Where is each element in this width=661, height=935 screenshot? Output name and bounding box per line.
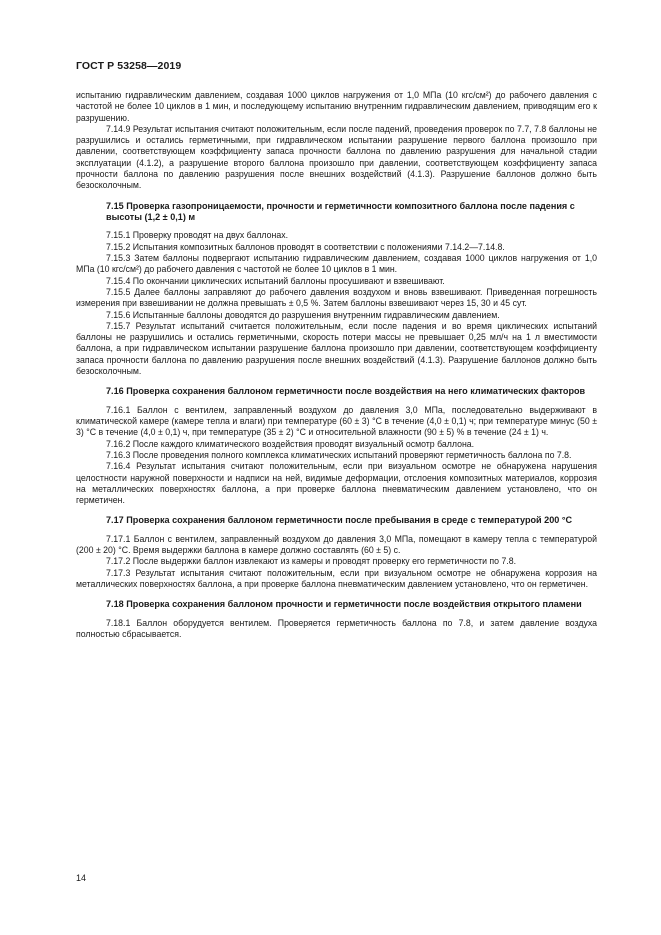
section-heading-7-17: 7.17 Проверка сохранения баллоном герметичности после пребывания в среде с температурой 200 °С xyxy=(106,515,573,526)
paragraph: 7.16.4 Результат испытания считают положительным, если при визуальном осмотре не обнаружена нарушения целостности наружной поверхности и надписи на ней, видимые деформации, отслоения композитных материалов, коррозия на металлических поверхностях баллона, а при проверке баллона пневматическим давлением установлено, что он герметичен. xyxy=(76,461,597,506)
page-number: 14 xyxy=(76,873,87,883)
paragraph: 7.15.3 Затем баллоны подвергают испытанию гидравлическим давлением, создавая 1000 циклов нагружения от 1,0 МПа (10 кгс/см²) до рабочего давления с частотой не более 10 циклов в 1 мин. xyxy=(76,253,597,275)
section-heading-7-15: 7.15 Проверка газопроницаемости, прочности и герметичности композитного баллона после падения с высоты (1,2 ± 0,1) м xyxy=(106,200,575,223)
document-body xyxy=(76,90,597,640)
paragraph: 7.17.2 После выдержки баллон извлекают из камеры и проводят проверку его герметичности по 7.8. xyxy=(106,556,517,567)
section-heading-7-18: 7.18 Проверка сохранения баллоном прочности и герметичности после воздействия открытого пламени xyxy=(106,599,582,610)
paragraph: 7.16.3 После проведения полного комплекса климатических испытаний проверяют герметичность баллона по 7.8. xyxy=(106,449,572,460)
paragraph: 7.16.1 Баллон с вентилем, заправленный воздухом до давления 3,0 МПа, последовательно выдерживают в климатической камере (камере тепла и влаги) при температуре (60 ± 3) °С в течение (4,0 ± 0,1) ч; при температуре минус (50 ± 3) °С в течение (4,0 ± 0,1) ч, при температуре (35 ± 2) °С и относительной влажности (90 ± 5) % в течение (24 ± 1) ч. xyxy=(76,404,597,438)
paragraph: 7.15.4 По окончании циклических испытаний баллоны просушивают и взвешивают. xyxy=(106,275,445,286)
paragraph: 7.16.2 После каждого климатического воздействия проводят визуальный осмотр баллона. xyxy=(106,438,475,449)
paragraph: 7.15.2 Испытания композитных баллонов проводят в соответствии с положениями 7.14.2—7.14.8. xyxy=(106,241,505,252)
paragraph: 7.15.6 Испытанные баллоны доводятся до разрушения внутренним гидравлическим давлением. xyxy=(106,309,500,320)
section-heading-7-16: 7.16 Проверка сохранения баллоном герметичности после воздействия на него климатических факторов xyxy=(106,386,586,397)
paragraph: испытанию гидравлическим давлением, создавая 1000 циклов нагружения от 1,0 МПа (10 кгс/см²) до рабочего давления с частотой не более 10 циклов в 1 мин, и последующему испытанию внутренним гидравлическим давлением, приводящим его к разрушению. xyxy=(76,90,597,123)
paragraph: 7.15.5 Далее баллоны заправляют до рабочего давления воздухом и вновь взвешивают. Приведенная погрешность измерения при взвешивании не должна превышать ± 0,5 %. Затем баллоны взвешивают через 15, 30 и 45 сут. xyxy=(76,286,597,309)
paragraph: 7.17.1 Баллон с вентилем, заправленный воздухом до давления 3,0 МПа, помещают в камеру тепла с температурой (200 ± 20) °С. Время выдержки баллона в камере должно составлять (60 ± 5) с. xyxy=(76,533,597,556)
paragraph: 7.15.7 Результат испытаний считается положительным, если после падения и во время циклических испытаний баллоны не разрушились и остались герметичными, скорость потери массы не превышает 0,25 мл/ч на 1 л вместимости баллона, а при гидравлическом испытании разрушение баллона произошло при давлении, соответствующем коэффициенту запаса прочности баллона по давлению разрушения после внешних воздействий (4.1.3). Разрушение баллонов должно быть безосколочным. xyxy=(76,320,597,377)
paragraph: 7.15.1 Проверку проводят на двух баллонах. xyxy=(106,230,289,241)
paragraph: 7.18.1 Баллон оборудуется вентилем. Проверяется герметичность баллона по 7.8, и затем давление воздуха полностью сбрасывается. xyxy=(76,617,597,640)
paragraph: 7.17.3 Результат испытания считают положительным, если при визуальном осмотре не обнаружена коррозия на металлических поверхностях баллона, а при проверке баллона пневматическим давлением установлено, что он герметичен. xyxy=(76,567,597,590)
document-header: ГОСТ Р 53258—2019 xyxy=(76,60,182,72)
paragraph: 7.14.9 Результат испытания считают положительным, если после падений, проведения проверок по 7.7, 7.8 баллоны не разрушились и остались герметичными, при гидравлическом испытании разрушение первого баллона произошло при давлении, соответствующем коэффициенту запаса прочности баллона по давлению разрушения для начальной стадии эксплуатации (4.1.2), а разрушение второго баллона произошло при давлении, соответствующем коэффициенту запаса прочности баллона по давлению разрушения после внешних воздействий (4.1.3). Разрушение баллонов должно быть безосколочным. xyxy=(76,123,597,191)
